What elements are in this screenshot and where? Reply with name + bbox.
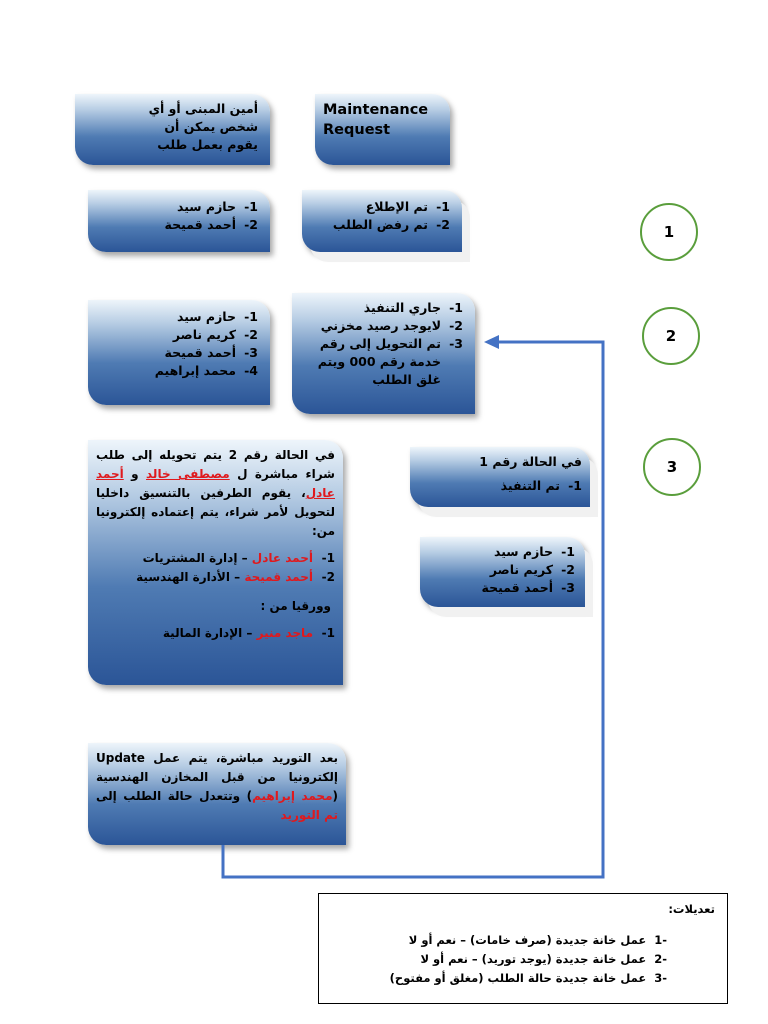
arrow-head [484,335,499,349]
notes-title: تعديلات: [668,902,715,916]
list-item: 3- تم التحويل إلى رقم خدمة رقم 000 ويتم غلق الطلب [317,336,463,387]
notes-list [329,931,715,988]
list-item: 2- كريم ناصر [172,327,258,342]
requester-line-3: يقوم بعمل طلب [157,137,258,152]
list-item: 2- تم رفض الطلب [332,217,450,232]
list-item: 1- تم التنفيذ [500,478,582,493]
step-circle-3: 3 [643,438,701,496]
list-item: 1- أحمد عادل – إدارة المشتريات [142,551,335,565]
list-item: 2- كريم ناصر [489,562,575,577]
maintenance-request-line-1: Maintenance [323,102,429,118]
supplied-status: تم التوريد [280,808,338,822]
purchaser-name-2: أحمد عادل [96,467,335,500]
requester-line-2: شخص يمكن أن [164,119,258,134]
warehouse-person-name: محمد إبراهيم [252,789,333,803]
list-item: -1 عمل خانة جديدة (صرف خامات) – نعم أو لا [408,933,667,947]
list-item: 1- تم الإطلاع [365,199,450,214]
step-circle-1: 1 [640,203,698,261]
maintenance-request-line-2: Request [323,122,391,138]
list-item: 1- جاري التنفيذ [363,300,463,315]
list-item: 2- أحمد قميحة – الأدارة الهندسية [136,570,335,584]
requester-line-1: أمين المبنى أو أي [148,101,258,116]
step-circle-2: 2 [642,307,700,365]
supply-update-box: بعد التوريد مباشرة، يتم عمل Update إلكترونيا من قبل المخازن الهندسية (محمد إبراهيم) وتتعدل حالة الطلب إلى تم التوريد [88,743,346,845]
list-item: 1- حازم سيد [176,199,258,214]
list-item: 3- أحمد قميحة [481,580,575,595]
purchase-paragraph: في الحالة رقم 2 يتم تحويله إلى طلب شراء مباشرة ل مصطفى خالد و أحمد عادل، يقوم الطرفين بالتنسيق داخليا لتحويل لأمر شراء، يتم إعتماده إلكترونيا من: [96,448,335,538]
list-item: 2- لايوجد رصيد مخزني [320,318,463,333]
connector-line [223,342,603,877]
notes-box [318,893,728,1004]
list-item: 2- أحمد قميحة [164,217,258,232]
list-item: -3 عمل خانة جديدة حالة الطلب (مغلق أو مفتوح) [389,971,667,985]
list-item: -2 عمل خانة جديدة (يوجد توريد) – نعم أو لا [420,952,667,966]
case1-title: في الحالة رقم 1 [479,454,582,469]
list-item: 1- ماجد منير – الإدارة المالية [162,626,335,640]
paper-approvals-label: وورقيا من : [260,599,331,613]
list-item: 1- حازم سيد [493,544,575,559]
list-item: 3- أحمد قميحة [164,345,258,360]
list-item: 1- حازم سيد [176,309,258,324]
purchaser-name-1: مصطفى خالد [146,467,230,481]
list-item: 4- محمد إبراهيم [154,363,258,378]
